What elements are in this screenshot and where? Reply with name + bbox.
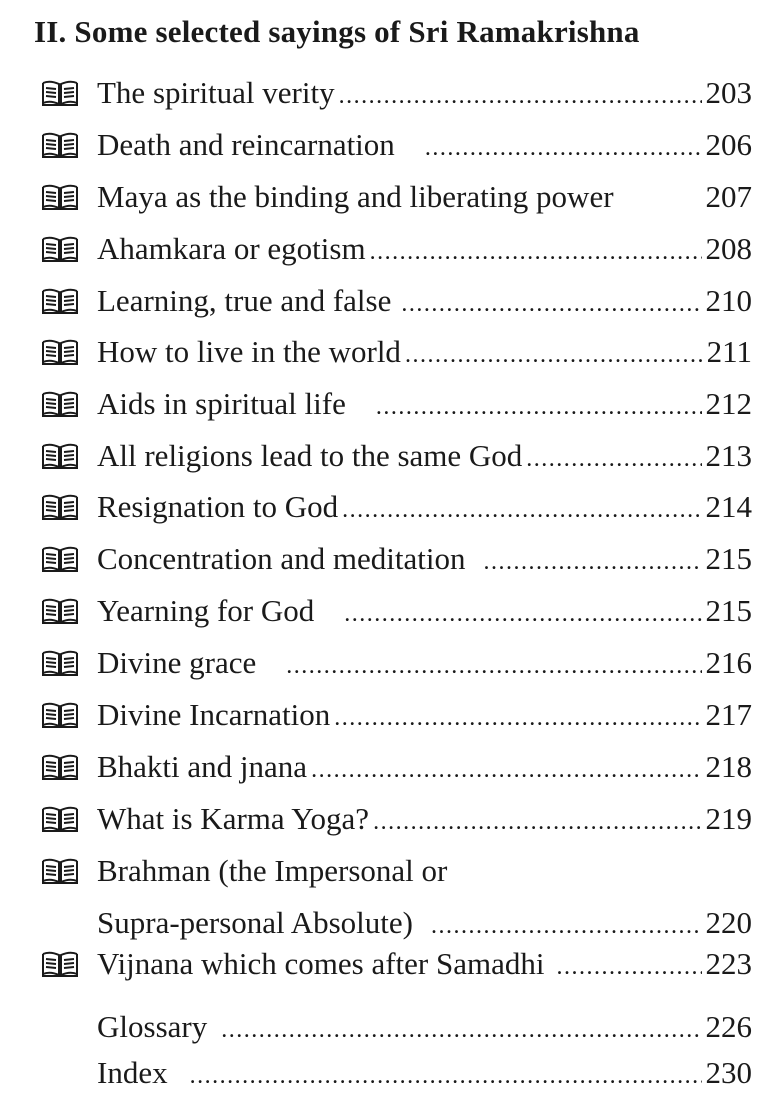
entry-title: What is Karma Yoga? (97, 801, 370, 836)
dot-leader (311, 750, 701, 790)
entry-title: Divine Incarnation (97, 697, 331, 732)
toc-entry[interactable] (40, 281, 752, 321)
entry-page-number: 219 (705, 801, 752, 836)
toc-entry[interactable] (40, 487, 752, 527)
open-book-icon (40, 855, 80, 887)
dot-leader (557, 947, 702, 987)
dot-leader (376, 387, 702, 427)
toc-entry[interactable] (40, 851, 752, 943)
entry-page-number: 210 (705, 283, 752, 318)
open-book-icon (40, 129, 80, 161)
entry-page-number: 230 (705, 1055, 752, 1090)
entry-title: Ahamkara or egotism (97, 231, 366, 266)
open-book-icon (40, 647, 80, 679)
entry-title: How to live in the world (97, 334, 401, 369)
entry-title: Yearning for God (97, 593, 315, 628)
entry-title: All religions lead to the same God (97, 438, 523, 473)
entry-page-number: 203 (705, 75, 752, 110)
toc-entry-index[interactable] (40, 1053, 752, 1093)
dot-leader (221, 1010, 701, 1050)
entry-title: Bhakti and jnana (97, 749, 308, 784)
toc-entry[interactable] (40, 591, 752, 631)
entry-page-number: 208 (705, 231, 752, 266)
entry-page-number: 213 (705, 438, 752, 473)
dot-leader (425, 128, 702, 168)
dot-leader (431, 906, 702, 946)
open-book-icon (40, 285, 80, 317)
entry-title: Divine grace (97, 645, 257, 680)
entry-title: Concentration and meditation (97, 541, 466, 576)
dot-leader (401, 284, 701, 324)
open-book-icon (40, 543, 80, 575)
open-book-icon (40, 803, 80, 835)
entry-title: Learning, true and false (97, 283, 392, 318)
entry-title: Maya as the binding and liberating power (97, 179, 614, 214)
entry-page-number: 206 (705, 127, 752, 162)
entry-title-line2: Supra-personal Absolute) (97, 905, 413, 940)
dot-leader (334, 698, 701, 738)
entry-title: Glossary (97, 1009, 208, 1044)
entry-page-number: 218 (705, 749, 752, 784)
toc-entry[interactable] (40, 125, 752, 165)
open-book-icon (40, 336, 80, 368)
toc-entry[interactable] (40, 384, 752, 424)
dot-leader (370, 232, 702, 272)
dot-leader (526, 439, 701, 479)
dot-leader (483, 542, 701, 582)
entry-title: The spiritual verity (97, 75, 335, 110)
toc-entry[interactable] (40, 747, 752, 787)
open-book-icon (40, 181, 80, 213)
dot-leader (190, 1056, 702, 1096)
entry-page-number: 212 (705, 386, 752, 421)
dot-leader (344, 594, 701, 634)
toc-entry[interactable] (40, 539, 752, 579)
entry-page-number: 220 (705, 905, 752, 940)
entry-page-number: 217 (705, 697, 752, 732)
toc-entry-glossary[interactable] (40, 1007, 752, 1047)
entry-title-line1: Brahman (the Impersonal or (97, 853, 448, 888)
open-book-icon (40, 388, 80, 420)
entry-title: Index (97, 1055, 168, 1090)
dot-leader (286, 646, 701, 686)
open-book-icon (40, 440, 80, 472)
section-heading: II. Some selected sayings of Sri Ramakrishna (34, 14, 640, 49)
open-book-icon (40, 77, 80, 109)
entry-page-number: 211 (706, 334, 752, 369)
toc-entry[interactable] (40, 643, 752, 683)
dot-leader (373, 802, 701, 842)
dot-leader (342, 490, 701, 530)
entry-page-number: 207 (705, 179, 752, 214)
open-book-icon (40, 233, 80, 265)
entry-title: Resignation to God (97, 489, 339, 524)
open-book-icon (40, 491, 80, 523)
dot-leader (339, 76, 702, 116)
entry-page-number: 216 (705, 645, 752, 680)
toc-entry[interactable] (40, 332, 752, 372)
open-book-icon (40, 595, 80, 627)
toc-entry[interactable] (40, 799, 752, 839)
open-book-icon (40, 699, 80, 731)
toc-entry[interactable] (40, 695, 752, 735)
entry-title: Vijnana which comes after Samadhi (97, 946, 545, 981)
entry-title: Death and reincarnation (97, 127, 395, 162)
toc-entry[interactable] (40, 177, 752, 217)
entry-page-number: 215 (705, 541, 752, 576)
entry-page-number: 226 (705, 1009, 752, 1044)
toc-entry[interactable] (40, 436, 752, 476)
toc-entry[interactable] (40, 944, 752, 984)
open-book-icon (40, 751, 80, 783)
entry-page-number: 214 (705, 489, 752, 524)
entry-title: Aids in spiritual life (97, 386, 346, 421)
open-book-icon (40, 948, 80, 980)
entry-page-number: 215 (705, 593, 752, 628)
entry-page-number: 223 (705, 946, 752, 981)
toc-entry[interactable] (40, 229, 752, 269)
dot-leader (405, 335, 703, 375)
toc-entry[interactable] (40, 73, 752, 113)
